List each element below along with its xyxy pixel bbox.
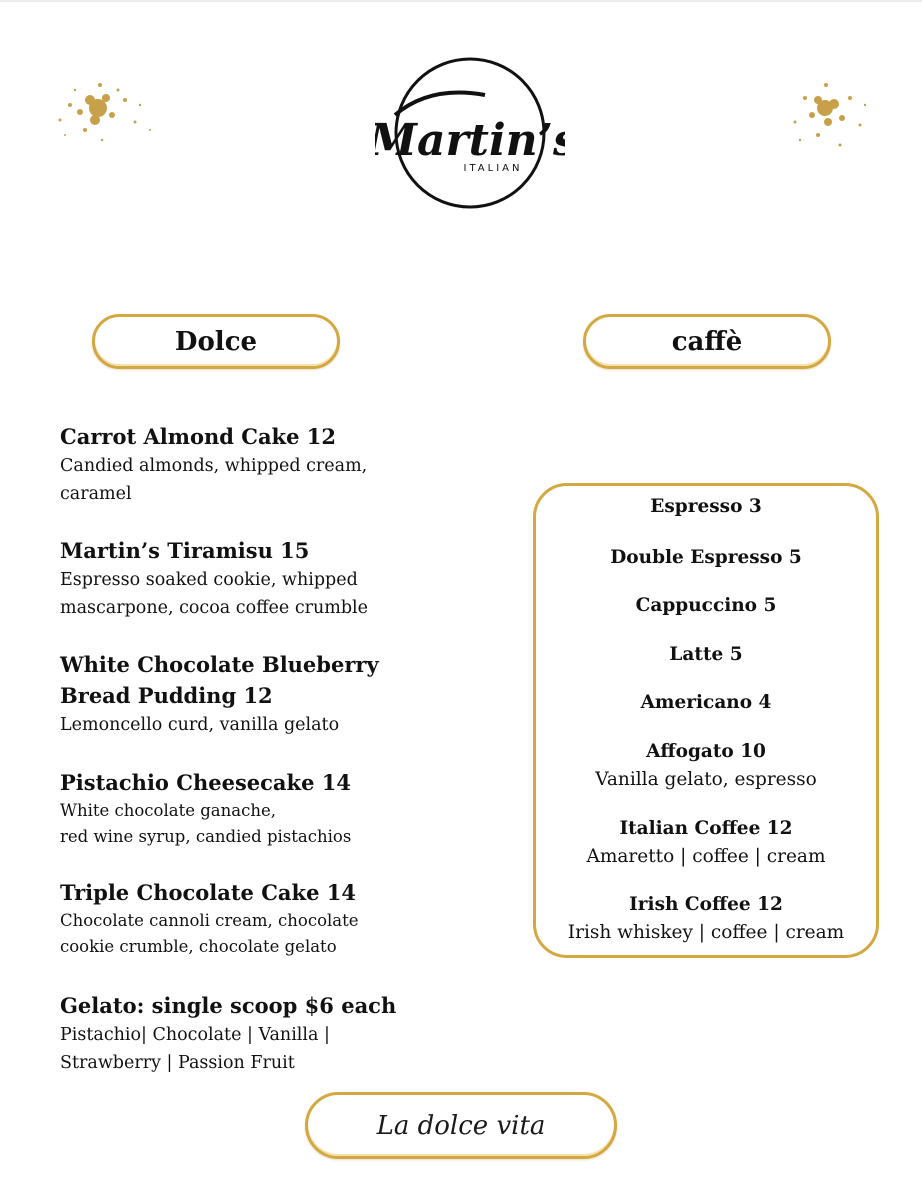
martins-italian-logo [375,55,565,215]
coffee-title: Irish Coffee 12 [629,894,783,915]
dessert-desc: cookie crumble, chocolate gelato [60,937,337,956]
dessert-item [60,421,480,508]
dessert-title: Bread Pudding 12 [60,683,273,708]
dessert-title: White Chocolate Blueberry [60,652,379,677]
dessert-title: Pistachio Cheesecake 14 [60,770,351,795]
dessert-title: Martin’s Tiramisu 15 [60,538,310,563]
coffee-item [533,815,879,871]
coffee-item [533,592,879,620]
coffee-item [533,689,879,717]
dessert-desc: Pistachio| Chocolate | Vanilla | [60,1025,330,1045]
svg-text:Martin’s: Martin’s [375,115,565,166]
dessert-desc: caramel [60,484,132,504]
dessert-desc: red wine syrup, candied pistachios [60,827,352,846]
dessert-desc: Espresso soaked cookie, whipped [60,570,358,590]
dolce-header [92,314,340,369]
dessert-item [60,767,480,850]
svg-text:ITALIAN: ITALIAN [463,163,523,174]
coffee-item [533,891,879,947]
gold-splatter-right-icon [760,60,900,180]
dessert-desc: Strawberry | Passion Fruit [60,1053,295,1073]
dessert-item [60,535,480,622]
tagline-text: La dolce vita [376,1110,546,1141]
coffee-title: Double Espresso 5 [610,547,802,568]
dessert-item [60,877,480,960]
dessert-title: Triple Chocolate Cake 14 [60,880,356,905]
coffee-desc: Amaretto | coffee | cream [586,846,826,867]
coffee-title: Italian Coffee 12 [619,818,793,839]
caffe-header [583,314,831,369]
coffee-item [533,738,879,794]
caffe-header-label: caffè [671,326,743,357]
tagline-banner [305,1092,617,1159]
coffee-item [533,641,879,669]
coffee-title: Cappuccino 5 [635,595,777,616]
dessert-desc: Candied almonds, whipped cream, [60,456,368,476]
dessert-desc: Chocolate cannoli cream, chocolate [60,911,359,930]
dolce-header-label: Dolce [174,326,258,357]
coffee-desc: Irish whiskey | coffee | cream [567,922,845,943]
dessert-item [60,649,480,739]
coffee-title: Espresso 3 [650,496,762,517]
dessert-desc: White chocolate ganache, [60,801,276,820]
dessert-title: Carrot Almond Cake 12 [60,424,336,449]
coffee-title: Latte 5 [669,644,743,665]
top-divider [0,0,922,2]
coffee-item [533,544,879,572]
dessert-desc: mascarpone, cocoa coffee crumble [60,598,369,618]
dessert-title: Gelato: single scoop $6 each [60,993,397,1018]
gold-splatter-left-icon [40,60,190,170]
coffee-title: Affogato 10 [646,741,766,762]
coffee-desc: Vanilla gelato, espresso [595,769,817,790]
coffee-item [533,493,879,521]
coffee-title: Americano 4 [640,692,772,713]
dessert-desc: Lemoncello curd, vanilla gelato [60,715,340,735]
dessert-item [60,990,480,1077]
